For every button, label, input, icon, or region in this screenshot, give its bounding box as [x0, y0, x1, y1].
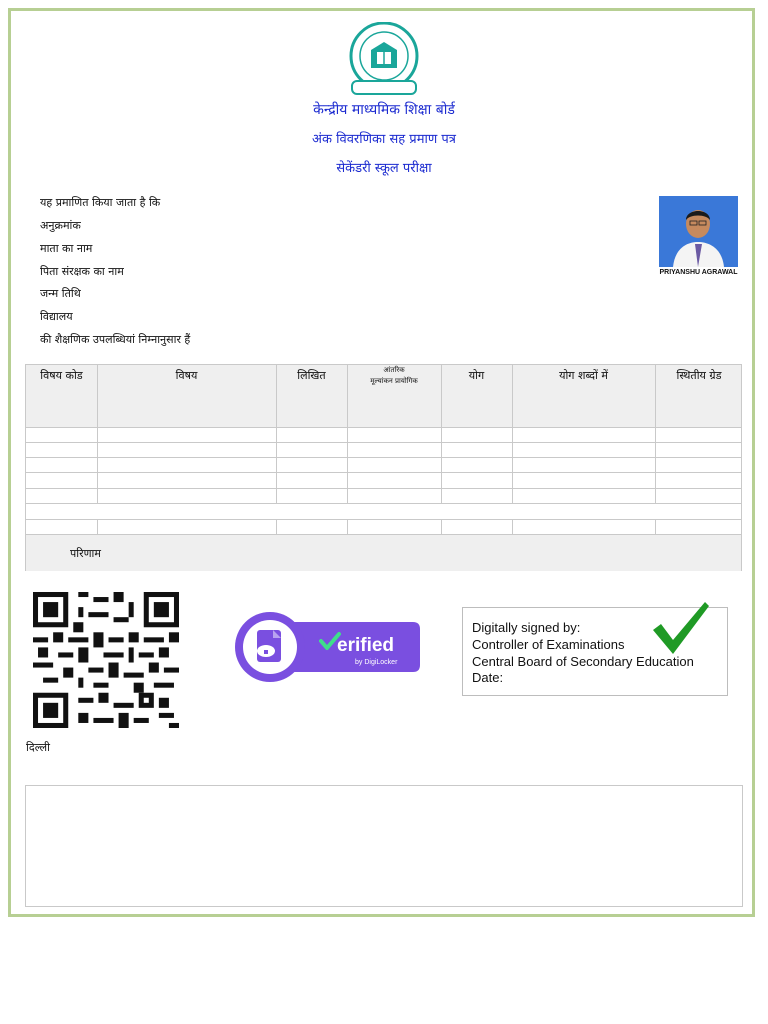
certify-intro: यह प्रमाणित किया जाता है कि	[40, 196, 161, 209]
result-row	[26, 535, 741, 571]
header-total-in-words: योग शब्दों में	[559, 369, 608, 382]
header-internal-line1: आंतरिक	[383, 366, 405, 374]
marks-table	[25, 364, 742, 571]
verified-text: erified	[337, 635, 395, 656]
exam-name: सेकेंडरी स्कूल परीक्षा	[336, 161, 432, 176]
signer-organization: Central Board of Secondary Education	[472, 654, 694, 669]
father-name-label: पिता संरक्षक का नाम	[40, 265, 124, 278]
dob-label: जन्म तिथि	[40, 287, 81, 300]
document-title: अंक विवरणिका सह प्रमाण पत्र	[312, 132, 456, 147]
header-subject: विषय	[175, 369, 198, 382]
header-written: लिखित	[297, 369, 326, 382]
cbse-logo	[347, 22, 421, 98]
city-label: दिल्ली	[26, 741, 50, 754]
signed-by-label: Digitally signed by:	[472, 620, 581, 635]
student-portrait-icon	[659, 196, 738, 267]
header-positional-grade: स्थितीय ग्रेड	[676, 369, 722, 382]
achievements-label: की शैक्षणिक उपलब्धियां निम्नानुसार हैं	[40, 333, 191, 346]
result-label: परिणाम	[70, 547, 101, 560]
verified-subtext: by DigiLocker	[355, 659, 398, 666]
signature-date-label: Date:	[472, 670, 504, 685]
header-total: योग	[468, 369, 485, 382]
mother-name-label: माता का नाम	[40, 242, 93, 255]
photo-caption: PRIYANSHU AGRAWAL	[659, 269, 738, 276]
board-name: केन्द्रीय माध्यमिक शिक्षा बोर्ड	[313, 102, 455, 118]
signer-title: Controller of Examinations	[472, 637, 625, 652]
remarks-box	[25, 785, 743, 907]
header-internal-line2: मूल्यांकन प्रायोगिक	[370, 377, 418, 385]
verified-badge	[233, 610, 423, 684]
check-mark-icon	[651, 600, 711, 656]
header-internal-assessment	[347, 365, 441, 387]
student-photo	[659, 196, 738, 278]
roll-number-label: अनुक्रमांक	[40, 219, 81, 232]
header-subject-code: विषय कोड	[40, 369, 83, 382]
qr-code	[33, 592, 179, 728]
school-label: विद्यालय	[40, 310, 73, 323]
